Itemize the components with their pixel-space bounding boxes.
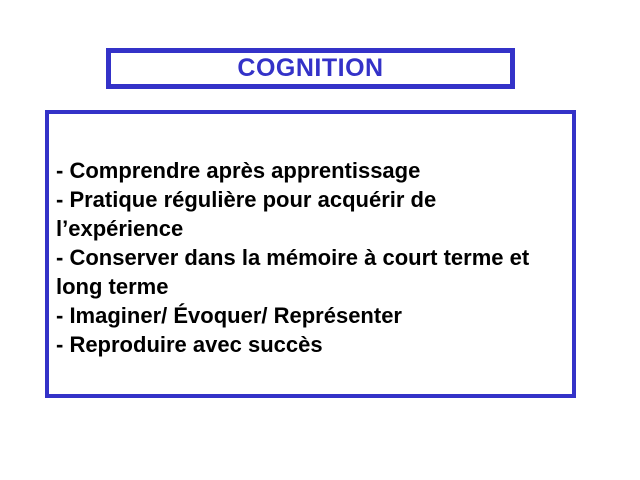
content-box bbox=[45, 110, 576, 398]
bullet-item-reproduire: - Reproduire avec succès bbox=[56, 332, 323, 357]
bullet-item-imaginer: - Imaginer/ Évoquer/ Représenter bbox=[56, 303, 402, 328]
bullet-item-comprendre: - Comprendre après apprentissage bbox=[56, 158, 421, 183]
bullet-list bbox=[56, 156, 568, 359]
bullet-item-pratique: - Pratique régulière pour acquérir de l’expérience bbox=[56, 187, 437, 241]
bullet-item-conserver: - Conserver dans la mémoire à court terme et long terme bbox=[56, 245, 530, 299]
slide-title: COGNITION bbox=[237, 54, 384, 82]
title-box bbox=[106, 48, 515, 89]
